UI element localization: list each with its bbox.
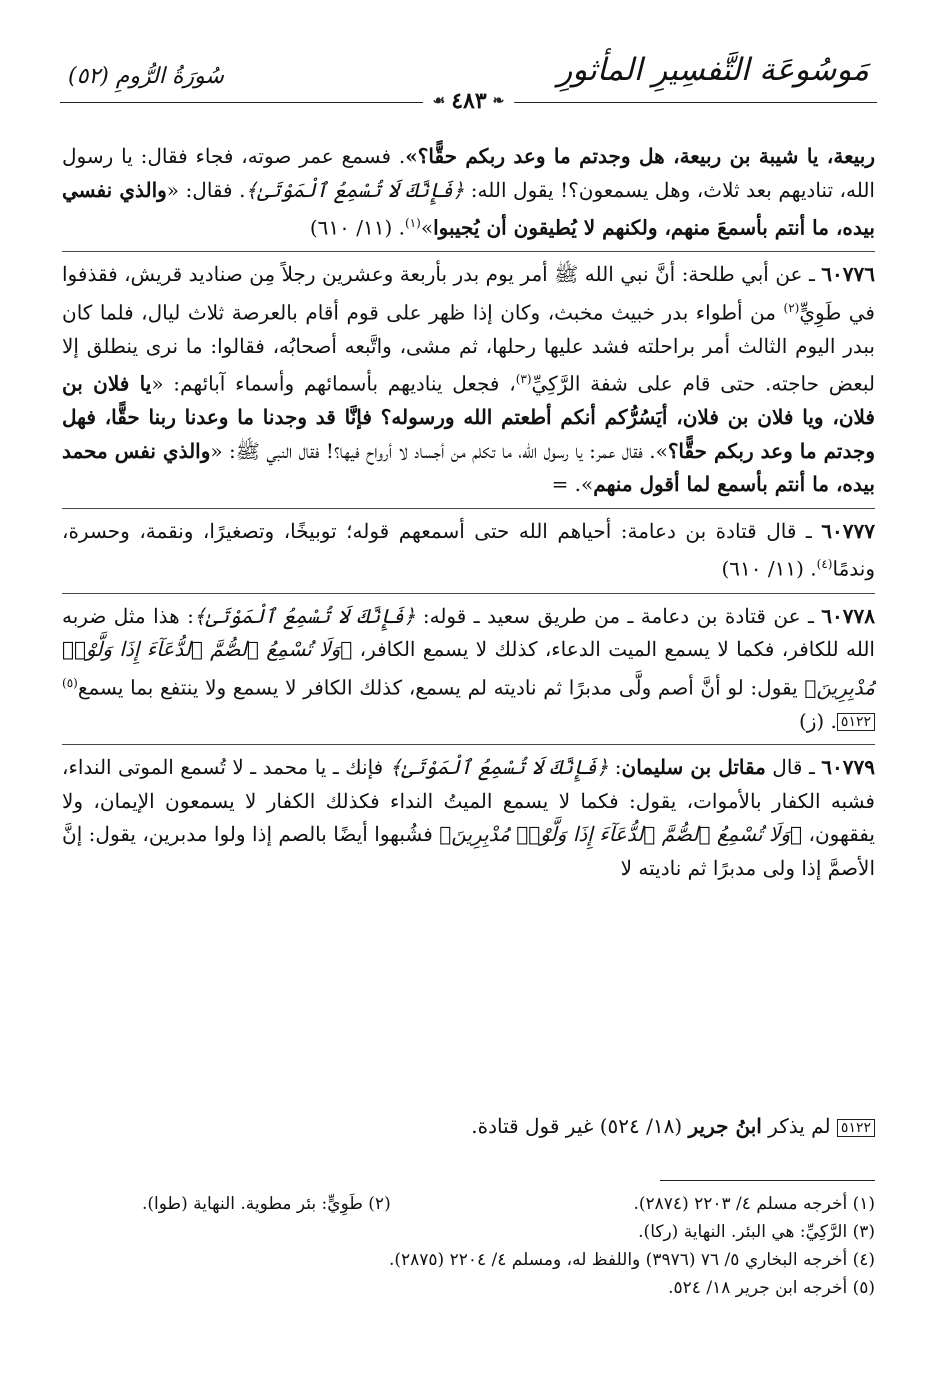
paragraph (62, 258, 875, 502)
quran-quote: ﴿فَإِنَّكَ لَا تُسْمِعُ ٱلْمَوْتَىٰ﴾ (245, 177, 465, 202)
bold-text: يا فلان بن فلان، ويا فلان بن فلان، أيَسُرُّكم أنكم أطعتم الله ورسوله؟ فإنَّا قد وجدنا ما وعدنا ربنا حقًّا، فهل وجدتم ما وعد ربكم حقًّا؟ (62, 371, 875, 463)
quran-quote: ﴿وَلَا تُسْمِعُ ٱلصُّمَّ ٱلدُّعَآءَ إِذَا وَلَّوْا۟ مُدْبِرِينَ﴾ (439, 822, 803, 847)
text-segment: . (١١/ ٦١٠) (721, 557, 817, 582)
ornament-icon: ❧ (492, 93, 505, 109)
page-number: ٤٨٣ (451, 88, 487, 114)
note-number: ٥١٢٢ (837, 1119, 875, 1137)
text-segment: ». = (551, 472, 594, 497)
quran-quote: ﴿فَإِنَّكَ لَا تُسْمِعُ ٱلْمَوْتَىٰ﴾ (193, 603, 416, 628)
paragraph-separator (62, 251, 875, 252)
footnote-ref: (٢) (783, 300, 800, 315)
bold-text: ٦٠٧٧٧ (821, 518, 875, 543)
text-segment: من أطواء بدر خبيث مخبث، وكان إذا ظهر على قوم أقام بالعرصة ثلاث ليال، فلما كان ببدر اليوم الثالث أمر براحلته فشد عليها رحلها، ثم مشى، واتَّبعه أصحابُه، فقالوا: ما نرى ينطلق إلا لبعض حاجته. حتى قام على شفة الرَّكِيِّ (62, 300, 875, 396)
page-number-block (423, 88, 515, 114)
footnote-1: (١) أخرجه مسلم ٤/ ٢٢٠٣ (٢٨٧٤). (633, 1194, 875, 1214)
text-segment: . فسمع عمر صوته، فجاء فقال: يا رسول الله، تناديهم بعد ثلاث، وهل يسمعون؟! يقول الله: (62, 144, 875, 202)
text-segment: . (١١/ ٦١٠) (309, 215, 405, 240)
footnote-ref: (١) (404, 216, 421, 230)
footnotes (62, 1190, 875, 1302)
text-segment: » (420, 215, 434, 240)
text-segment: ». فقال عمر: يا رسول الله، ما تكلم من أجساد لا أرواح فيها؟! فقال النبي ﷺ: « (210, 438, 668, 463)
book-title: مَوسُوعَة التَّفسِيرِ المأثورِ (557, 52, 869, 88)
footnote-rule (660, 1180, 875, 1181)
paragraph-separator (62, 744, 875, 745)
paragraph (62, 515, 875, 587)
paragraph-separator (62, 508, 875, 509)
bold-text: ربيعة، يا شيبة بن ربيعة، هل وجدتم ما وعد ربكم حقًّا؟» (405, 144, 875, 168)
text-segment: : هذا مثل ضربه الله للكافر، فكما لا يسمع الميت الدعاء، كذلك لا يسمع الكافر، (62, 603, 875, 662)
bold-text: ٦٠٧٧٩ (821, 755, 875, 780)
paragraph (62, 600, 875, 739)
commentary-ref: ٥١٢٢ (837, 713, 875, 731)
text-segment: . فقال: « (166, 177, 246, 202)
text-segment: . (ز) (798, 708, 837, 733)
footnote-row (62, 1190, 875, 1218)
text-segment: فإنك ـ يا محمد ـ لا تُسمع الموتى النداء، فشبه الكفار بالأموات، يقول: فكما لا يسمع الميتُ النداء فكذلك الكفار لا يسمعون الإيمان، ولا يفقهون، (62, 755, 875, 847)
bold-text: ٦٠٧٧٦ (821, 262, 875, 287)
note-name: ابنُ جرير (688, 1114, 762, 1138)
text-segment: يقول: لو أنَّ أصم ولَّى مدبرًا ثم ناديته لم يسمع، كذلك الكافر لا يسمع ولا ينتفع بما يسمع (77, 675, 805, 700)
text-segment: ـ عن أبي طلحة: أنَّ نبي الله ﷺ أمر يوم بدر بأربعة وعشرين رجلاً مِن صناديد قريش، فقذفوا في طَوِيٍّ (62, 262, 875, 325)
text-segment: ـ قال (765, 755, 822, 780)
quran-quote: ﴿فَإِنَّكَ لَا تُسْمِعُ ٱلْمَوْتَىٰ﴾ (389, 755, 609, 780)
footnote-ref: (٣) (515, 372, 532, 387)
paragraph-separator (62, 593, 875, 594)
text-segment: ، فجعل يناديهم بأسمائهم وأسماء آبائهم: « (151, 371, 516, 396)
note-text-before: لم يذكر (761, 1114, 837, 1138)
bold-text: ٦٠٧٧٨ (821, 603, 875, 628)
bold-text: والذي نفس محمد بيده، ما أنتم بأسمع لما أقول منهم (62, 438, 875, 497)
surah-title: سُورَةُ الرُّومِ (٥٢) (68, 64, 224, 89)
page-header (60, 52, 877, 112)
text-segment: فشُبهوا أيضًا بالصم إذا ولوا مدبرين، يقول: إنَّ الأصمَّ إذا ولى مدبرًا ثم ناديته لا (62, 822, 875, 880)
text-segment: ـ عن قتادة بن دعامة ـ من طريق سعيد ـ قوله: (415, 603, 822, 628)
footnote-2: (٢) طَوِيٍّ: بئر مطوية. النهاية (طوا). (142, 1194, 391, 1214)
text-segment: ـ قال قتادة بن دعامة: أحياهم الله حتى أسمعهم قوله؛ توبيخًا، وتصغيرًا، ونقمة، وحسرة، وندمًا (62, 518, 875, 582)
footnote-3: (٣) الرَّكِيِّ: هي البئر. النهاية (ركا). (638, 1222, 875, 1242)
bold-text: مقاتل بن سليمان (621, 755, 766, 780)
main-text (62, 140, 875, 887)
note-text-after: (١٨/ ٥٢٤) غير قول قتادة. (471, 1114, 689, 1138)
footnote-ref: (٤) (816, 557, 833, 572)
commentary-note (62, 1110, 875, 1142)
footnote-5: (٥) أخرجه ابن جرير ١٨/ ٥٢٤. (668, 1278, 875, 1298)
footnote-ref: (٥) (62, 675, 78, 690)
quran-quote: ﴿وَلَا تُسْمِعُ ٱلصُّمَّ ٱلدُّعَآءَ إِذَا وَلَّوْا۟ مُدْبِرِينَ﴾ (62, 637, 875, 700)
bold-text: والذي نفسي بيده، ما أنتم بأسمعَ منهم، ولكنهم لا يُطيقون أن يُجيبوا (62, 177, 875, 240)
paragraph (62, 751, 875, 885)
text-segment: : (608, 755, 622, 780)
ornament-icon: ☙ (432, 93, 446, 109)
paragraph (62, 140, 875, 245)
footnote-4: (٤) أخرجه البخاري ٥/ ٧٦ (٣٩٧٦) واللفظ له، ومسلم ٤/ ٢٢٠٤ (٢٨٧٥). (388, 1250, 875, 1270)
